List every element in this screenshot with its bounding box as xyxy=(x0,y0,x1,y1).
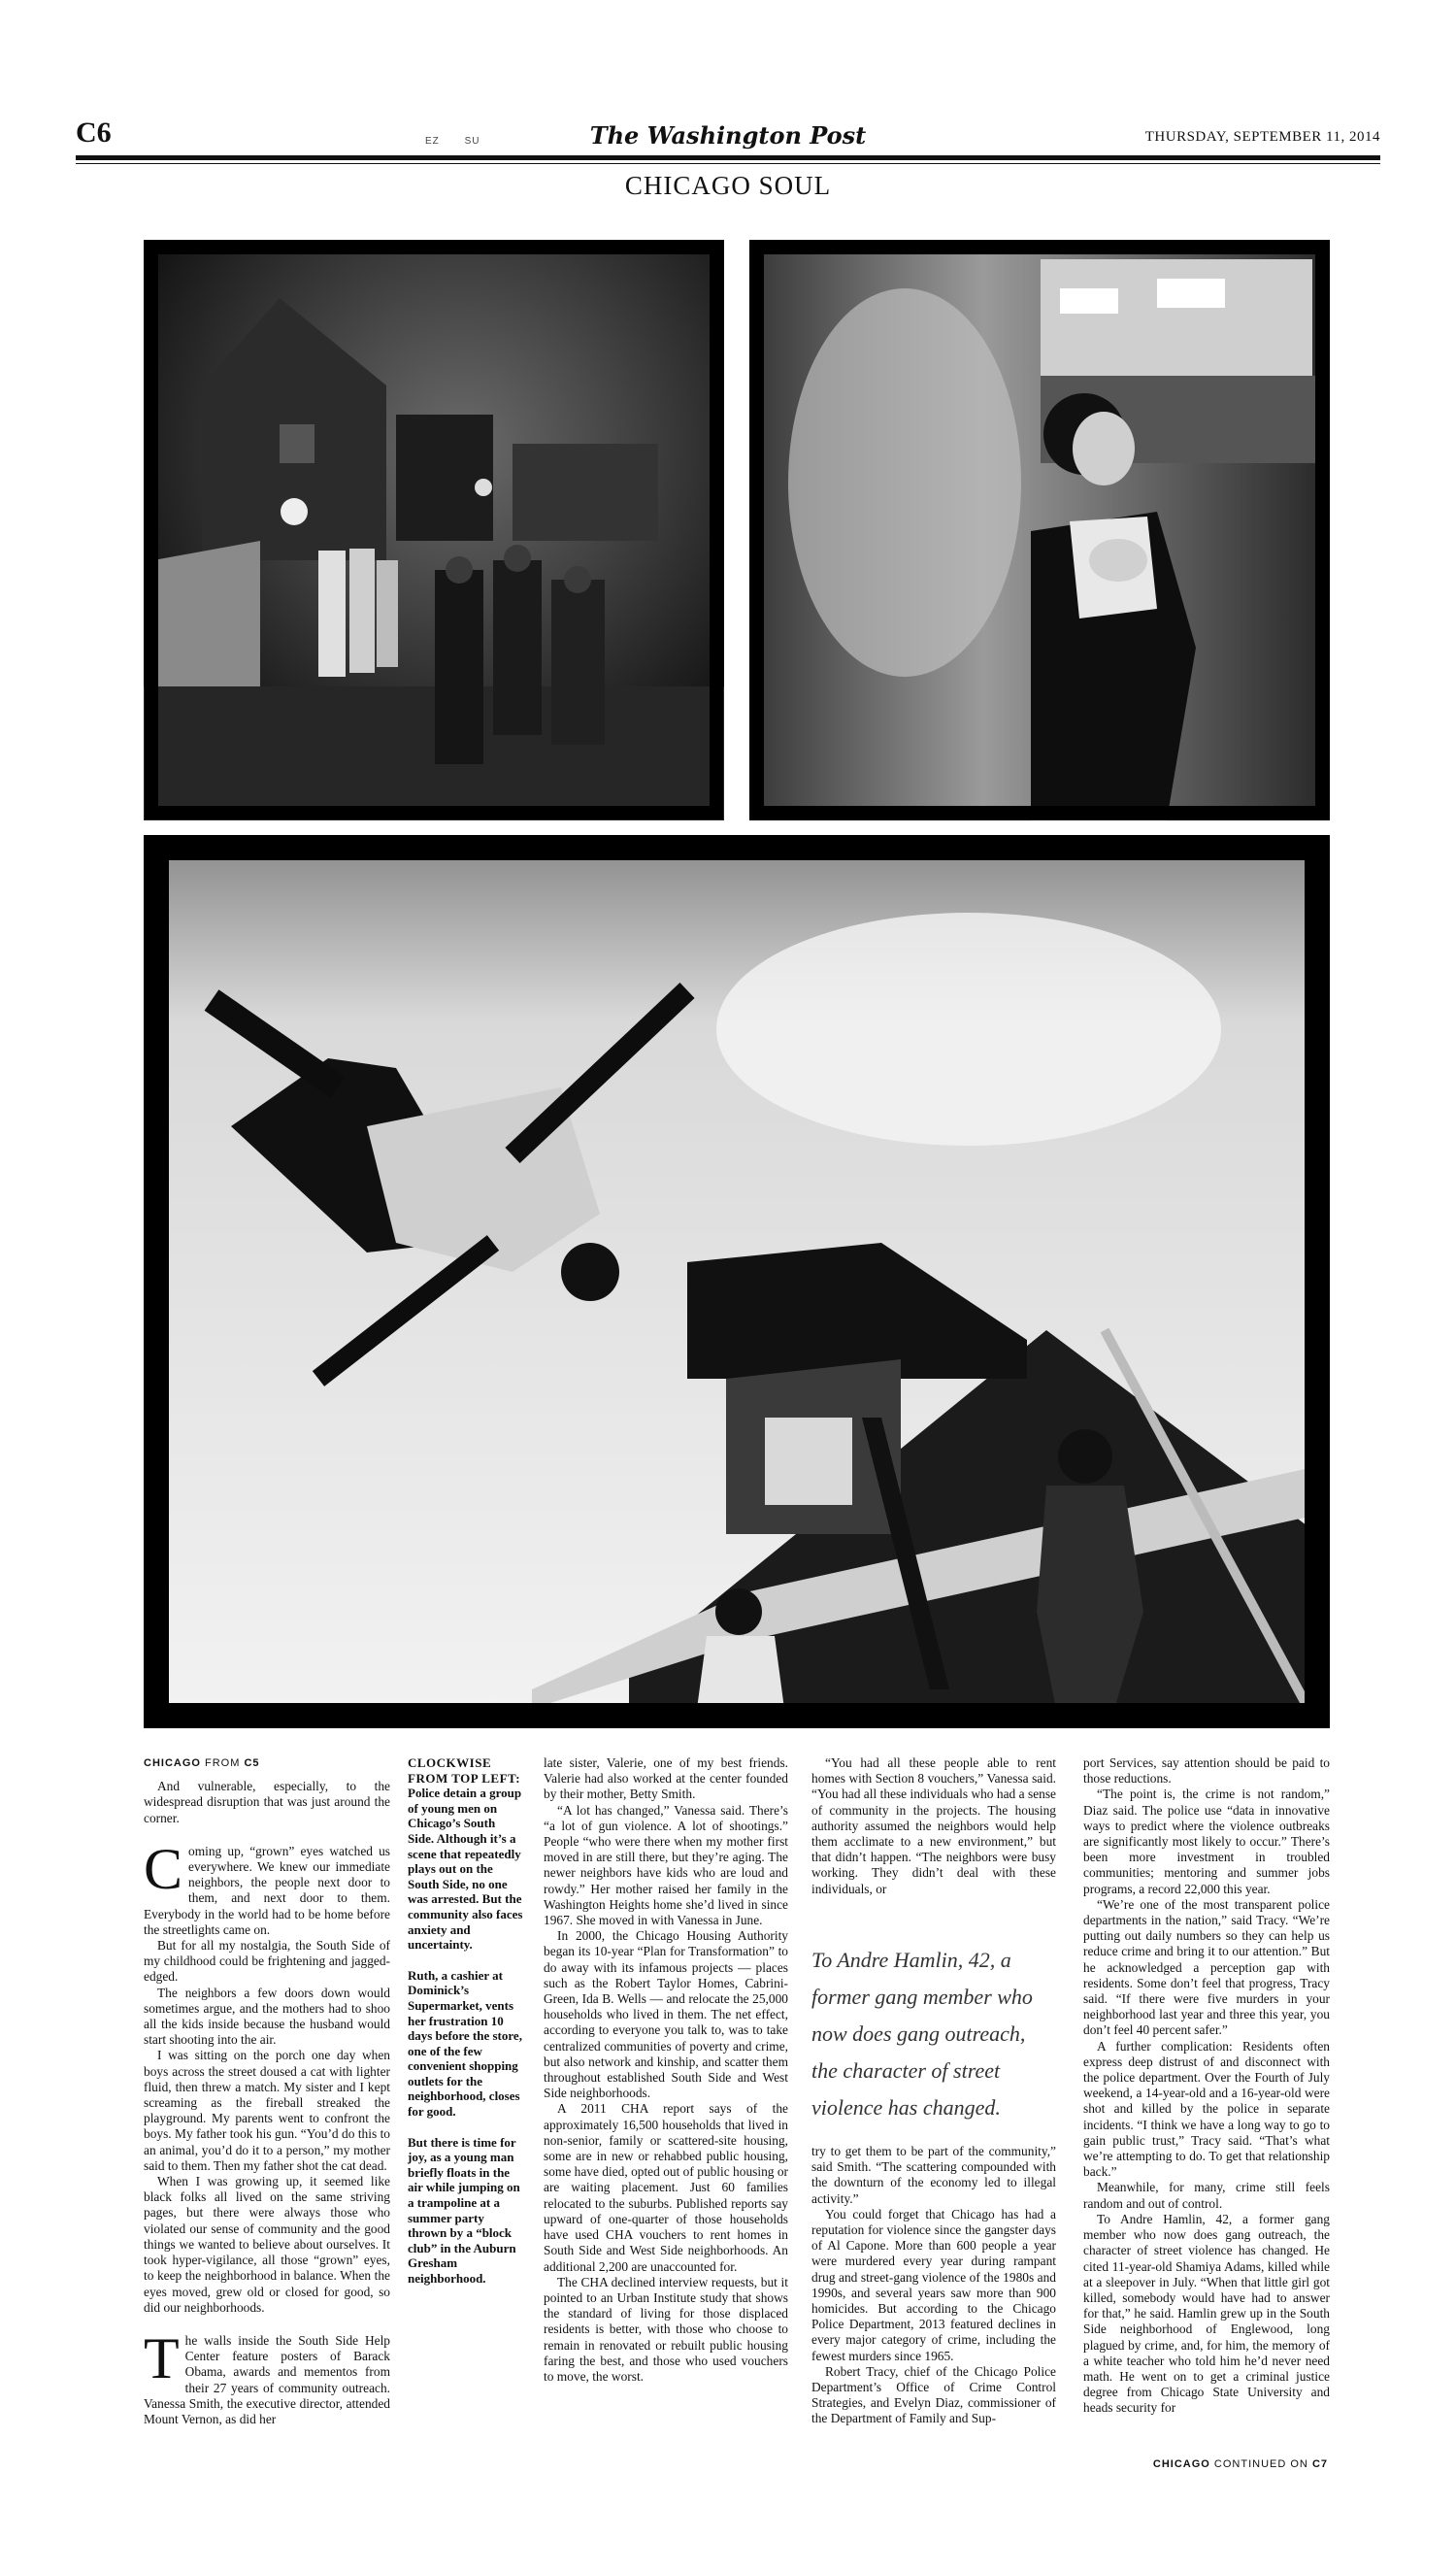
paragraph-text: oming up, “grown” eyes watched us everywhere. We knew our immediate neighbors, the people next door to them, and next door to them. Everybody in the world had to be home before the streetlights came on. xyxy=(144,1843,390,1937)
caption-trampoline: But there is time for joy, as a young man briefly floats in the air while jumping on a trampoline at a summer party thrown by a “block club” in the Auburn Gresham neighborhood. xyxy=(408,2134,520,2286)
pull-quote: To Andre Hamlin, 42, a former gang member who now does gang outreach, the character of street violence has changed. xyxy=(811,1948,1033,2120)
cashier-scene-image xyxy=(749,240,1330,820)
paragraph: A 2011 CHA report says of the approximately 16,500 households that lived in non-senior, family or scattered-site housing, some are in new or rehabbed public housing, some have died, opted out of public housing or are waiting placement. Just 60 families relocated to the suburbs. Published reports say upward of one-quarter of those households have used CHA vouchers to rent homes in South Side and West Side neighborhoods. An additional 2,200 are unaccounted for. xyxy=(544,2101,788,2274)
paragraph-dropcap xyxy=(144,1836,390,1938)
police-detain-photo xyxy=(144,240,724,820)
paragraph: Meanwhile, for many, crime still feels random and out of control. xyxy=(1083,2180,1330,2211)
paragraph: The neighbors a few doors down would sometimes argue, and the mothers had to shoo all the kids inside because the husband would start shooting into the air. xyxy=(144,1985,390,2048)
header-rule xyxy=(76,155,1380,160)
article-column-4-top xyxy=(811,1755,1056,1897)
paragraph: “The point is, the crime is not random,” Diaz said. The police use “data in innovative ways to predict where the violence outbreaks are significantly most likely to occur.” There’s been more investment in troubled communities; mentoring and summer jobs programs, a record 22,000 this year. xyxy=(1083,1787,1330,1896)
from-jump-line xyxy=(144,1755,390,1771)
caption-police: Police detain a group of young men on Chicago’s South Side. Although it’s a scene that repeatedly plays out on the South Side, no one was arrested. But the community also faces anxiety and uncertainty. xyxy=(408,1786,523,1953)
paragraph-dropcap xyxy=(144,2325,390,2427)
edition-code: SU xyxy=(464,136,480,147)
police-scene-image xyxy=(144,240,724,820)
from-jump-page: C5 xyxy=(244,1757,260,1769)
paragraph: But for all my nostalgia, the South Side of my childhood could be frightening and jagged-edged. xyxy=(144,1938,390,1985)
photo-captions xyxy=(408,1755,524,2302)
continued-label: CHICAGO xyxy=(1152,2458,1210,2470)
paragraph: The CHA declined interview requests, but it pointed to an Urban Institute study that shows the standard of living for those displaced residents is better, with those who choose to remain in renovated or rebuilt public housing faring the best, and those who used vouchers to move, the worst. xyxy=(544,2274,788,2384)
caption-heading: CLOCKWISE FROM TOP LEFT: xyxy=(408,1755,521,1786)
masthead: The Washington Post xyxy=(589,121,867,150)
caption-cashier: Ruth, a cashier at Dominick’s Supermarket, vents her frustration 10 days before the store, one of the few convenient shopping outlets for the neighborhood, closes for good. xyxy=(408,1967,522,2120)
from-jump-label: CHICAGO xyxy=(144,1757,201,1769)
paragraph: And vulnerable, especially, to the widespread disruption that was just around the corner. xyxy=(144,1779,390,1825)
paragraph: “We’re one of the most transparent police departments in the nation,” said Tracy. “We’re putting out daily numbers so they can help us reduce crime and bring it to our attention.” But he acknowledged a perception gap with residents. Some don’t feel that progress, Tracy said. “If there were five murders in your neighborhood last year and three this year, you don’t feel 40 percent safer.” xyxy=(1083,1896,1330,2038)
paragraph: try to get them to be part of the community,” said Smith. “The scattering compounded with the downturn of the economy led to illegal activity.” xyxy=(811,2144,1056,2206)
continued-page: C7 xyxy=(1311,2458,1328,2470)
continued-word: CONTINUED ON xyxy=(1213,2458,1308,2470)
article-column-3 xyxy=(544,1755,788,2385)
dateline: THURSDAY, SEPTEMBER 11, 2014 xyxy=(1144,129,1380,145)
article-column-1 xyxy=(144,1755,390,2427)
paragraph-text: he walls inside the South Side Help Center feature posters of Barack Obama, awards and mementos from their 27 years of community outreach. Vanessa Smith, the executive director, attended Mount Vernon, as did her xyxy=(144,2332,390,2426)
cashier-photo xyxy=(749,240,1330,820)
trampoline-photo xyxy=(144,835,1330,1728)
paragraph: Robert Tracy, chief of the Chicago Police Department’s Office of Crime Control Strategies, and Evelyn Diaz, commissioner of the Department of Family and Sup- xyxy=(811,2363,1056,2426)
paragraph: I was sitting on the porch one day when boys across the street doused a cat with lighter fluid, then threw a match. My sister and I kept screaming as the fireball streaked the playground. My parents went to confront the boys. My father took his gun. “You’d do this to an animal, you’d do it to a person,” my mother said to them. Then my father shot the cat dead. xyxy=(144,2048,390,2173)
paragraph: port Services, say attention should be paid to those reductions. xyxy=(1083,1755,1330,1787)
paragraph: In 2000, the Chicago Housing Authority began its 10-year “Plan for Transformation” to do away with its infamous projects — places such as the Robert Taylor Homes, Cabrini-Green, Ida B. Wells — and relocate the 25,000 households who lived in them. The net effect, according to everyone you talk to, was to take centralized communities of poverty and crime, but also network and kinship, and scatter them throughout established South Side and West Side neighborhoods. xyxy=(544,1928,788,2101)
section-title: CHICAGO SOUL xyxy=(624,171,832,200)
paragraph: To Andre Hamlin, 42, a former gang member who now does gang outreach, the character of street violence has changed. He cited 11-year-old Shamiya Adams, killed while at a sleepover in July. “When that little girl got killed, somebody would have had to answer for that,” he said. Hamlin grew up in the South Side neighborhood of Englewood, long plagued by crime, and, for him, the memory of a white teacher who told him he’d never need math. He went on to get a criminal justice degree from Chicago State University and heads security for xyxy=(1083,2211,1330,2416)
article-column-4-bottom xyxy=(811,2144,1056,2427)
article-column-5 xyxy=(1083,1755,1330,2417)
drop-cap: T xyxy=(144,2325,180,2390)
from-jump-word: FROM xyxy=(205,1757,241,1769)
paragraph: “A lot has changed,” Vanessa said. There’s “a lot of gun violence. A lot of shootings.” People “who were there when my mother first moved in are still there, but they’re aging. The newer neighbors have kids who are loud and rowdy.” Her mother raised her family in the Washington Heights home she’d lived in since 1967. She moved in with Vanessa in June. xyxy=(544,1802,788,1928)
paragraph: You could forget that Chicago has had a reputation for violence since the gangster days of Al Capone. More than 600 people a year were murdered every year during rampant drug and street-gang violence of the 1980s and 1990s, and several years saw more than 900 homicides. But according to the Chicago Police Department, 2013 featured declines in every major category of crime, including the fewest murders since 1965. xyxy=(811,2206,1056,2363)
paragraph: When I was growing up, it seemed like black folks all lived on the same striving pages, but there were always those who violated our sense of community and the good things we wanted to believe about ourselves. It took hyper-vigilance, all those “grown” eyes, to keep the neighborhood in balance. When the eyes moved, grew old or closed for good, so did our neighborhoods. xyxy=(144,2174,390,2315)
edition-codes xyxy=(425,136,501,147)
edition-code: EZ xyxy=(425,136,440,147)
trampoline-scene-image xyxy=(144,835,1330,1728)
paragraph: “You had all these people able to rent homes with Section 8 vouchers,” Vanessa said. “You had all these individuals who had a sense of community in the projects. The housing authority assumed the neighbors would help them acclimate to a new environment,” but that didn’t happen. “The neighbors were busy working. They didn’t deal with these individuals, or xyxy=(811,1755,1056,1896)
continued-jump-line xyxy=(1134,2458,1328,2470)
page-number: C6 xyxy=(76,117,112,149)
drop-cap: C xyxy=(144,1836,183,1901)
paragraph: A further complication: Residents often express deep distrust of and disconnect with the police department. Over the Fourth of July weekend, a 14-year-old and a 16-year-old were shot and killed by the police in separate incidents. “I think we have a long way to go to gain public trust,” Tracy said. “That’s what we’re attempting to do. To get that relationship back.” xyxy=(1083,2038,1330,2180)
header-rule-thin xyxy=(76,163,1380,164)
paragraph: late sister, Valerie, one of my best friends. Valerie had also worked at the center founded by their mother, Betty Smith. xyxy=(544,1755,788,1802)
